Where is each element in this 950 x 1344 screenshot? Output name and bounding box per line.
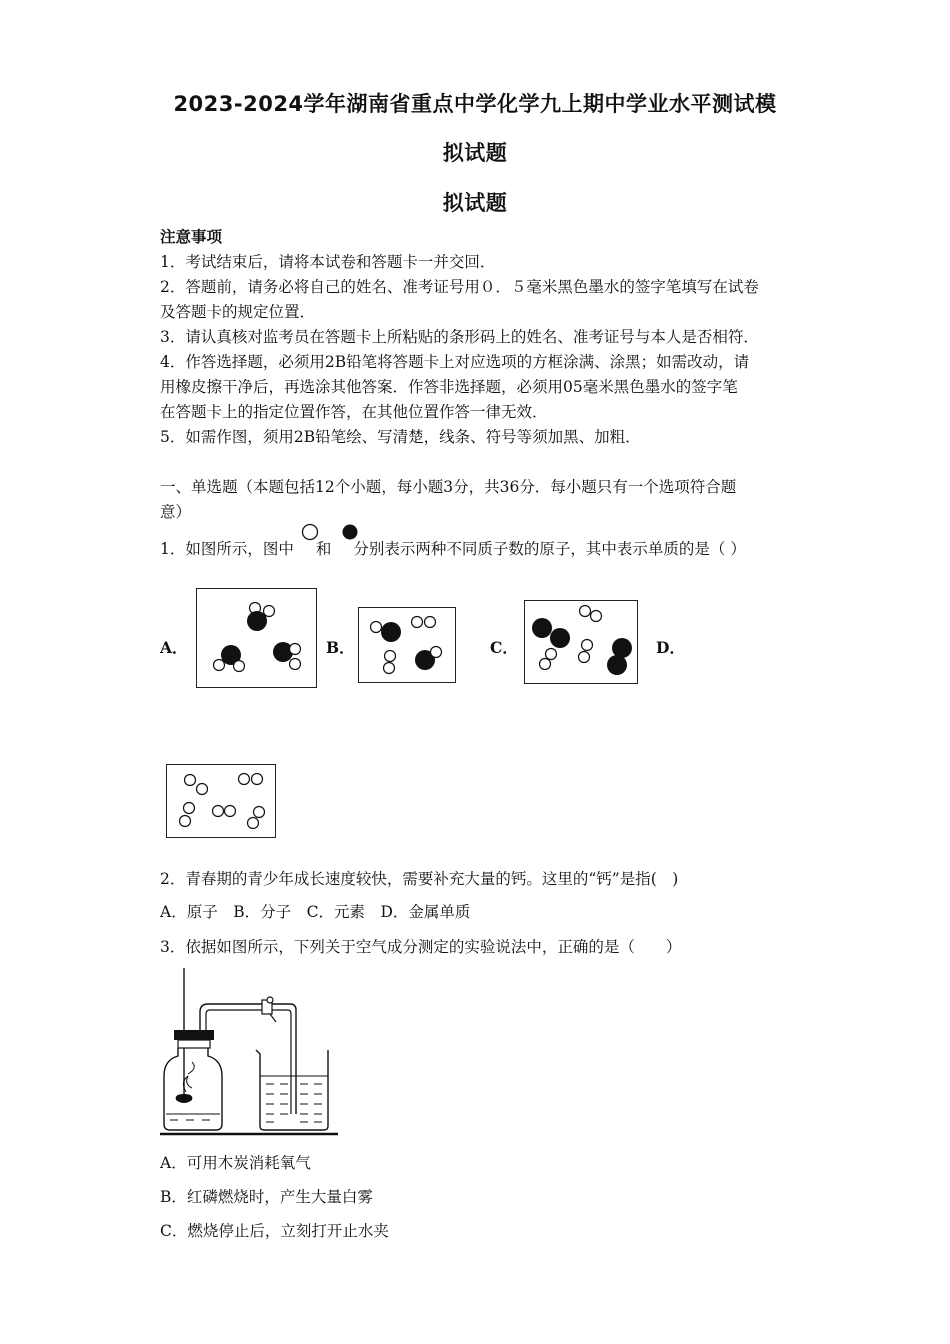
option-b-label: B． xyxy=(326,638,355,657)
option-a-label: A． xyxy=(160,638,188,657)
notice-heading: 注意事项 xyxy=(160,227,223,246)
option-c-diagram xyxy=(524,600,638,684)
notice-item: 2．答题前，请务必将自己的姓名、准考证号用０．５毫米黑色墨水的签字笔填写在试卷 xyxy=(160,278,759,296)
page-title-line1: 2023-2024学年湖南省重点中学化学九上期中学业水平测试模 xyxy=(173,92,777,116)
notice-item: 5．如需作图，须用2B铅笔绘、写清楚，线条、符号等须加黑、加粗． xyxy=(160,428,641,446)
section-heading-cont: 意） xyxy=(160,503,192,521)
question-3-option-c: C．燃烧停止后，立刻打开止水夹 xyxy=(160,1222,389,1240)
notice-item: 用橡皮擦干净后，再选涂其他答案．作答非选择题，必须用05毫米黑色墨水的签字笔 xyxy=(160,378,738,396)
notice-item: 3．请认真核对监考员在答题卡上所粘贴的条形码上的姓名、准考证号与本人是否相符． xyxy=(160,328,759,346)
page-title-line2: 拟试题 xyxy=(442,141,508,165)
question-1-middle: 和 xyxy=(315,540,332,558)
question-1-suffix: 分别表示两种不同质子数的原子，其中表示单质的是（ ） xyxy=(353,540,746,558)
air-composition-apparatus-figure xyxy=(160,966,340,1138)
question-2-options: A．原子 B．分子 C．元素 D．金属单质 xyxy=(160,903,471,921)
question-3-option-b: B．红磷燃烧时，产生大量白雾 xyxy=(160,1188,373,1206)
option-c-label: C． xyxy=(490,638,518,657)
option-d-label: D． xyxy=(656,638,685,657)
notice-item: 在答题卡上的指定位置作答，在其他位置作答一律无效． xyxy=(160,403,548,421)
page-title-line3: 拟试题 xyxy=(442,191,508,215)
question-1-stem xyxy=(160,539,746,559)
option-b-diagram xyxy=(358,607,456,683)
section-heading: 一、单选题（本题包括12个小题，每小题3分，共36分．每小题只有一个选项符合题 xyxy=(160,478,737,496)
option-a-diagram xyxy=(196,588,317,688)
notice-item: 及答题卡的规定位置． xyxy=(160,303,316,321)
black-atom-icon xyxy=(340,522,360,542)
notice-item: 4．作答选择题，必须用2B铅笔将答题卡上对应选项的方框涂满、涂黑；如需改动，请 xyxy=(160,353,750,371)
white-atom-icon xyxy=(300,522,320,542)
question-1-prefix: 1．如图所示，图中 xyxy=(160,540,294,558)
question-3-stem: 3．依据如图所示，下列关于空气成分测定的实验说法中，正确的是（ ） xyxy=(160,938,682,956)
question-2-stem: 2．青春期的青少年成长速度较快，需要补充大量的钙。这里的“钙”是指( ) xyxy=(160,870,679,888)
question-3-option-a: A．可用木炭消耗氧气 xyxy=(160,1154,311,1172)
option-d-diagram xyxy=(166,764,276,838)
notice-item: 1．考试结束后，请将本试卷和答题卡一并交回． xyxy=(160,253,496,271)
